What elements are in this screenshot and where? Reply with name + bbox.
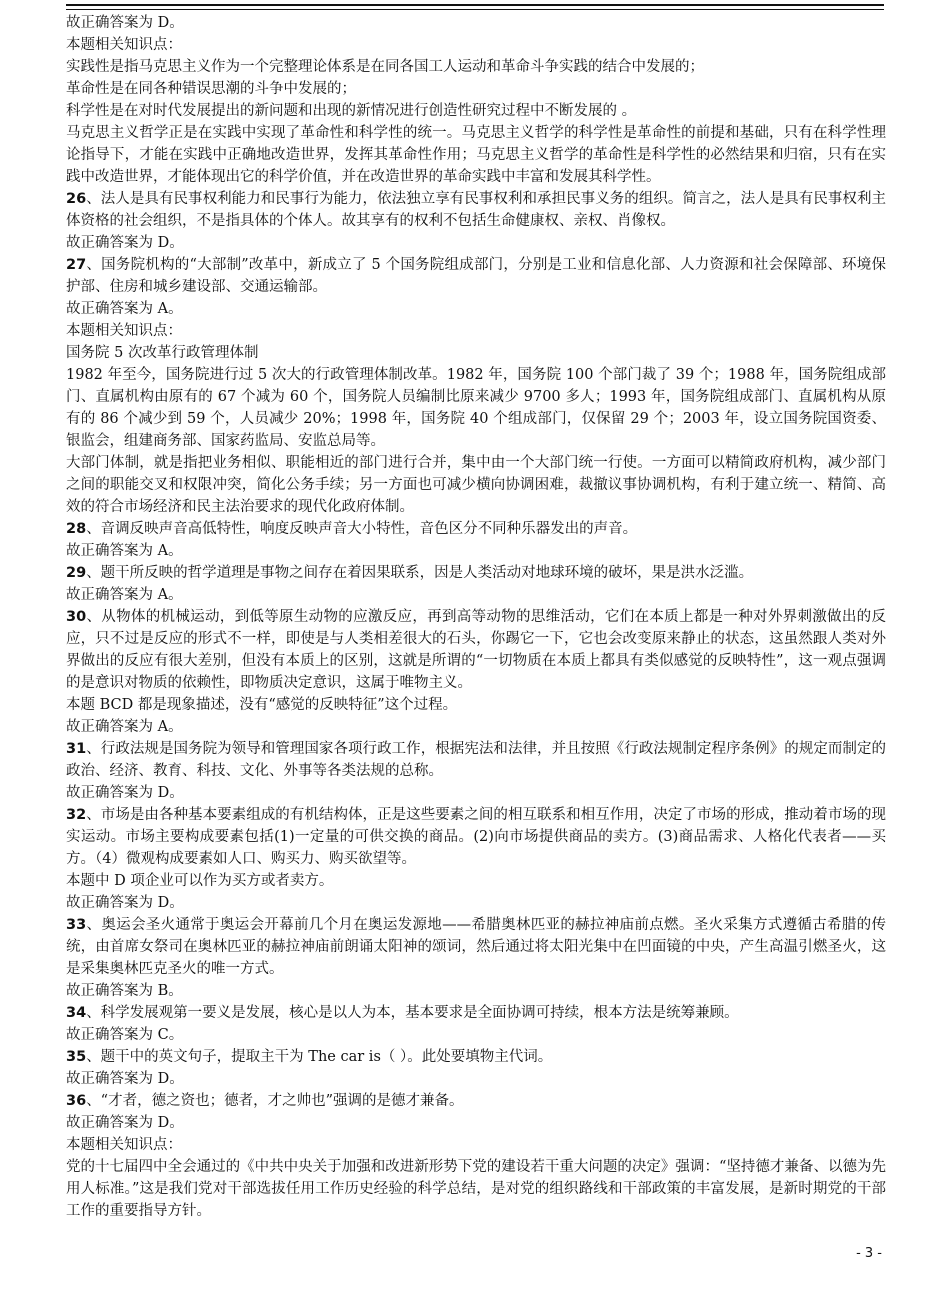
text-line: 革命性是在同各种错误思潮的斗争中发展的； (66, 81, 356, 97)
question-number: 30 (66, 609, 87, 625)
question-33 (66, 914, 886, 980)
question-text: 、音调反映声音高低特性，响度反映声音大小特性，音色区分不同种乐器发出的声音。 (86, 521, 638, 537)
text-line: 故正确答案为 D。 (66, 235, 184, 251)
text-line: 故正确答案为 D。 (66, 895, 184, 911)
question-number: 36 (66, 1093, 87, 1109)
question-number: 28 (66, 521, 87, 537)
question-32 (66, 804, 886, 870)
text-line: 故正确答案为 D。 (66, 15, 184, 31)
question-31 (66, 738, 886, 782)
question-number: 34 (66, 1005, 87, 1021)
question-text: 、题干中的英文句子，提取主干为 The car is（ ）。此处要填物主代词。 (86, 1049, 553, 1065)
text-line: 本题相关知识点： (66, 323, 182, 339)
question-number: 31 (66, 741, 87, 757)
question-36 (66, 1090, 886, 1112)
header-rule (66, 4, 884, 6)
question-number: 27 (66, 257, 87, 273)
text-line: 故正确答案为 A。 (66, 719, 183, 735)
question-number: 32 (66, 807, 87, 823)
paragraph: 大部门体制，就是指把业务相似、职能相近的部门进行合并，集中由一个大部门统一行使。一方面可以精简政府机构，减少部门之间的职能交叉和权限冲突，简化公务手续；另一方面也可减少横向协调困难，裁撤议事协调机构，有利于建立统一、精简、高效的符合市场经济和民主法治要求的现代化政府体制。 (66, 455, 886, 515)
question-35 (66, 1046, 886, 1068)
text-line: 故正确答案为 C。 (66, 1027, 184, 1043)
question-26 (66, 188, 886, 232)
text-line: 故正确答案为 D。 (66, 1115, 184, 1131)
paragraph: 党的十七届四中全会通过的《中共中央关于加强和改进新形势下党的建设若干重大问题的决定》强调：“坚持德才兼备、以德为先用人标准。”这是我们党对干部选拔任用工作历史经验的科学总结，是对党的组织路线和干部政策的丰富发展，是新时期党的干部工作的重要指导方针。 (66, 1159, 886, 1219)
question-text: 、从物体的机械运动，到低等原生动物的应激反应，再到高等动物的思维活动，它们在本质上都是一种对外界刺激做出的反应，只不过是反应的形式不一样，即使是与人类相差很大的石头，你踢它一下，它也会改变原来静止的状态，这虽然跟人类对外界做出的反应有很大差别，但没有本质上的区别，这就是所谓的“一切物质在本质上都具有类似感觉的反映特性”，这一观点强调的是意识对物质的依赖性，即物质决定意识，这属于唯物主义。 (66, 609, 886, 691)
text-line: 本题相关知识点： (66, 1137, 182, 1153)
paragraph: 马克思主义哲学正是在实践中实现了革命性和科学性的统一。马克思主义哲学的科学性是革命性的前提和基础，只有在科学性理论指导下，才能在实践中正确地改造世界，发挥其革命性作用；马克思主义哲学的革命性是科学性的必然结果和归宿，只有在实践中改造世界，才能体现出它的科学价值，并在改造世界的革命实践中丰富和发展其科学性。 (66, 125, 886, 185)
text-line: 国务院 5 次改革行政管理体制 (66, 345, 259, 361)
document-body (66, 12, 886, 1222)
question-text: 、市场是由各种基本要素组成的有机结构体，正是这些要素之间的相互联系和相互作用，决定了市场的形成，推动着市场的现实运动。市场主要构成要素包括(1)一定量的可供交换的商品。(2)向市场提供商品的卖方。(3)商品需求、人格化代表者——买方。（4）微观构成要素如人口、购买力、购买欲望等。 (66, 807, 886, 867)
question-27 (66, 254, 886, 298)
text-line: 故正确答案为 A。 (66, 587, 183, 603)
text-line: 实践性是指马克思主义作为一个完整理论体系是在同各国工人运动和革命斗争实践的结合中发展的； (66, 59, 704, 75)
question-34 (66, 1002, 886, 1024)
header-rule-thin (66, 9, 884, 10)
question-text: 、科学发展观第一要义是发展，核心是以人为本，基本要求是全面协调可持续，根本方法是统筹兼顾。 (86, 1005, 739, 1021)
page-number: - 3 - (856, 1246, 882, 1261)
text-line: 本题 BCD 都是现象描述，没有“感觉的反映特征”这个过程。 (66, 697, 458, 713)
text-line: 故正确答案为 A。 (66, 543, 183, 559)
text-line: 本题相关知识点： (66, 37, 182, 53)
text-line: 本题中 D 项企业可以作为买方或者卖方。 (66, 873, 334, 889)
question-text: 、国务院机构的“大部制”改革中，新成立了 5 个国务院组成部门，分别是工业和信息化部、人力资源和社会保障部、环境保护部、住房和城乡建设部、交通运输部。 (66, 257, 886, 295)
question-number: 26 (66, 191, 87, 207)
text-line: 故正确答案为 D。 (66, 785, 184, 801)
question-text: 、奥运会圣火通常于奥运会开幕前几个月在奥运发源地——希腊奥林匹亚的赫拉神庙前点燃。圣火采集方式遵循古希腊的传统，由首席女祭司在奥林匹亚的赫拉神庙前朗诵太阳神的颂词，然后通过将太阳光集中在凹面镜的中央，产生高温引燃圣火，这是采集奥林匹克圣火的唯一方式。 (66, 917, 886, 977)
text-line: 科学性是在对时代发展提出的新问题和出现的新情况进行创造性研究过程中不断发展的 。 (66, 103, 637, 119)
text-line: 故正确答案为 A。 (66, 301, 183, 317)
question-number: 29 (66, 565, 87, 581)
question-text: 、“才者，德之资也；德者，才之帅也”强调的是德才兼备。 (86, 1093, 464, 1109)
question-number: 35 (66, 1049, 87, 1065)
question-text: 、法人是具有民事权利能力和民事行为能力，依法独立享有民事权利和承担民事义务的组织。简言之，法人是具有民事权利主体资格的社会组织，不是指具体的个体人。故其享有的权利不包括生命健康权、亲权、肖像权。 (66, 191, 886, 229)
question-number: 33 (66, 917, 87, 933)
question-30 (66, 606, 886, 694)
question-text: 、行政法规是国务院为领导和管理国家各项行政工作，根据宪法和法律，并且按照《行政法规制定程序条例》的规定而制定的政治、经济、教育、科技、文化、外事等各类法规的总称。 (66, 741, 886, 779)
question-text: 、题干所反映的哲学道理是事物之间存在着因果联系，因是人类活动对地球环境的破坏，果是洪水泛滥。 (86, 565, 754, 581)
paragraph: 1982 年至今，国务院进行过 5 次大的行政管理体制改革。1982 年，国务院 100 个部门裁了 39 个；1988 年，国务院组成部门、直属机构由原有的 67 个减为 60 个，国务院人员编制比原来减少 9700 多人；1993 年，国务院组成部门、直属机构从原有的 86 个减少到 59 个，人员减少 20%；1998 年，国务院 40 个组成部门，仅保留 29 个；2003 年，设立国务院国资委、银监会，组建商务部、国家药监局、安监总局等。 (66, 367, 886, 449)
question-28 (66, 518, 886, 540)
text-line: 故正确答案为 D。 (66, 1071, 184, 1087)
question-29 (66, 562, 886, 584)
text-line: 故正确答案为 B。 (66, 983, 183, 999)
